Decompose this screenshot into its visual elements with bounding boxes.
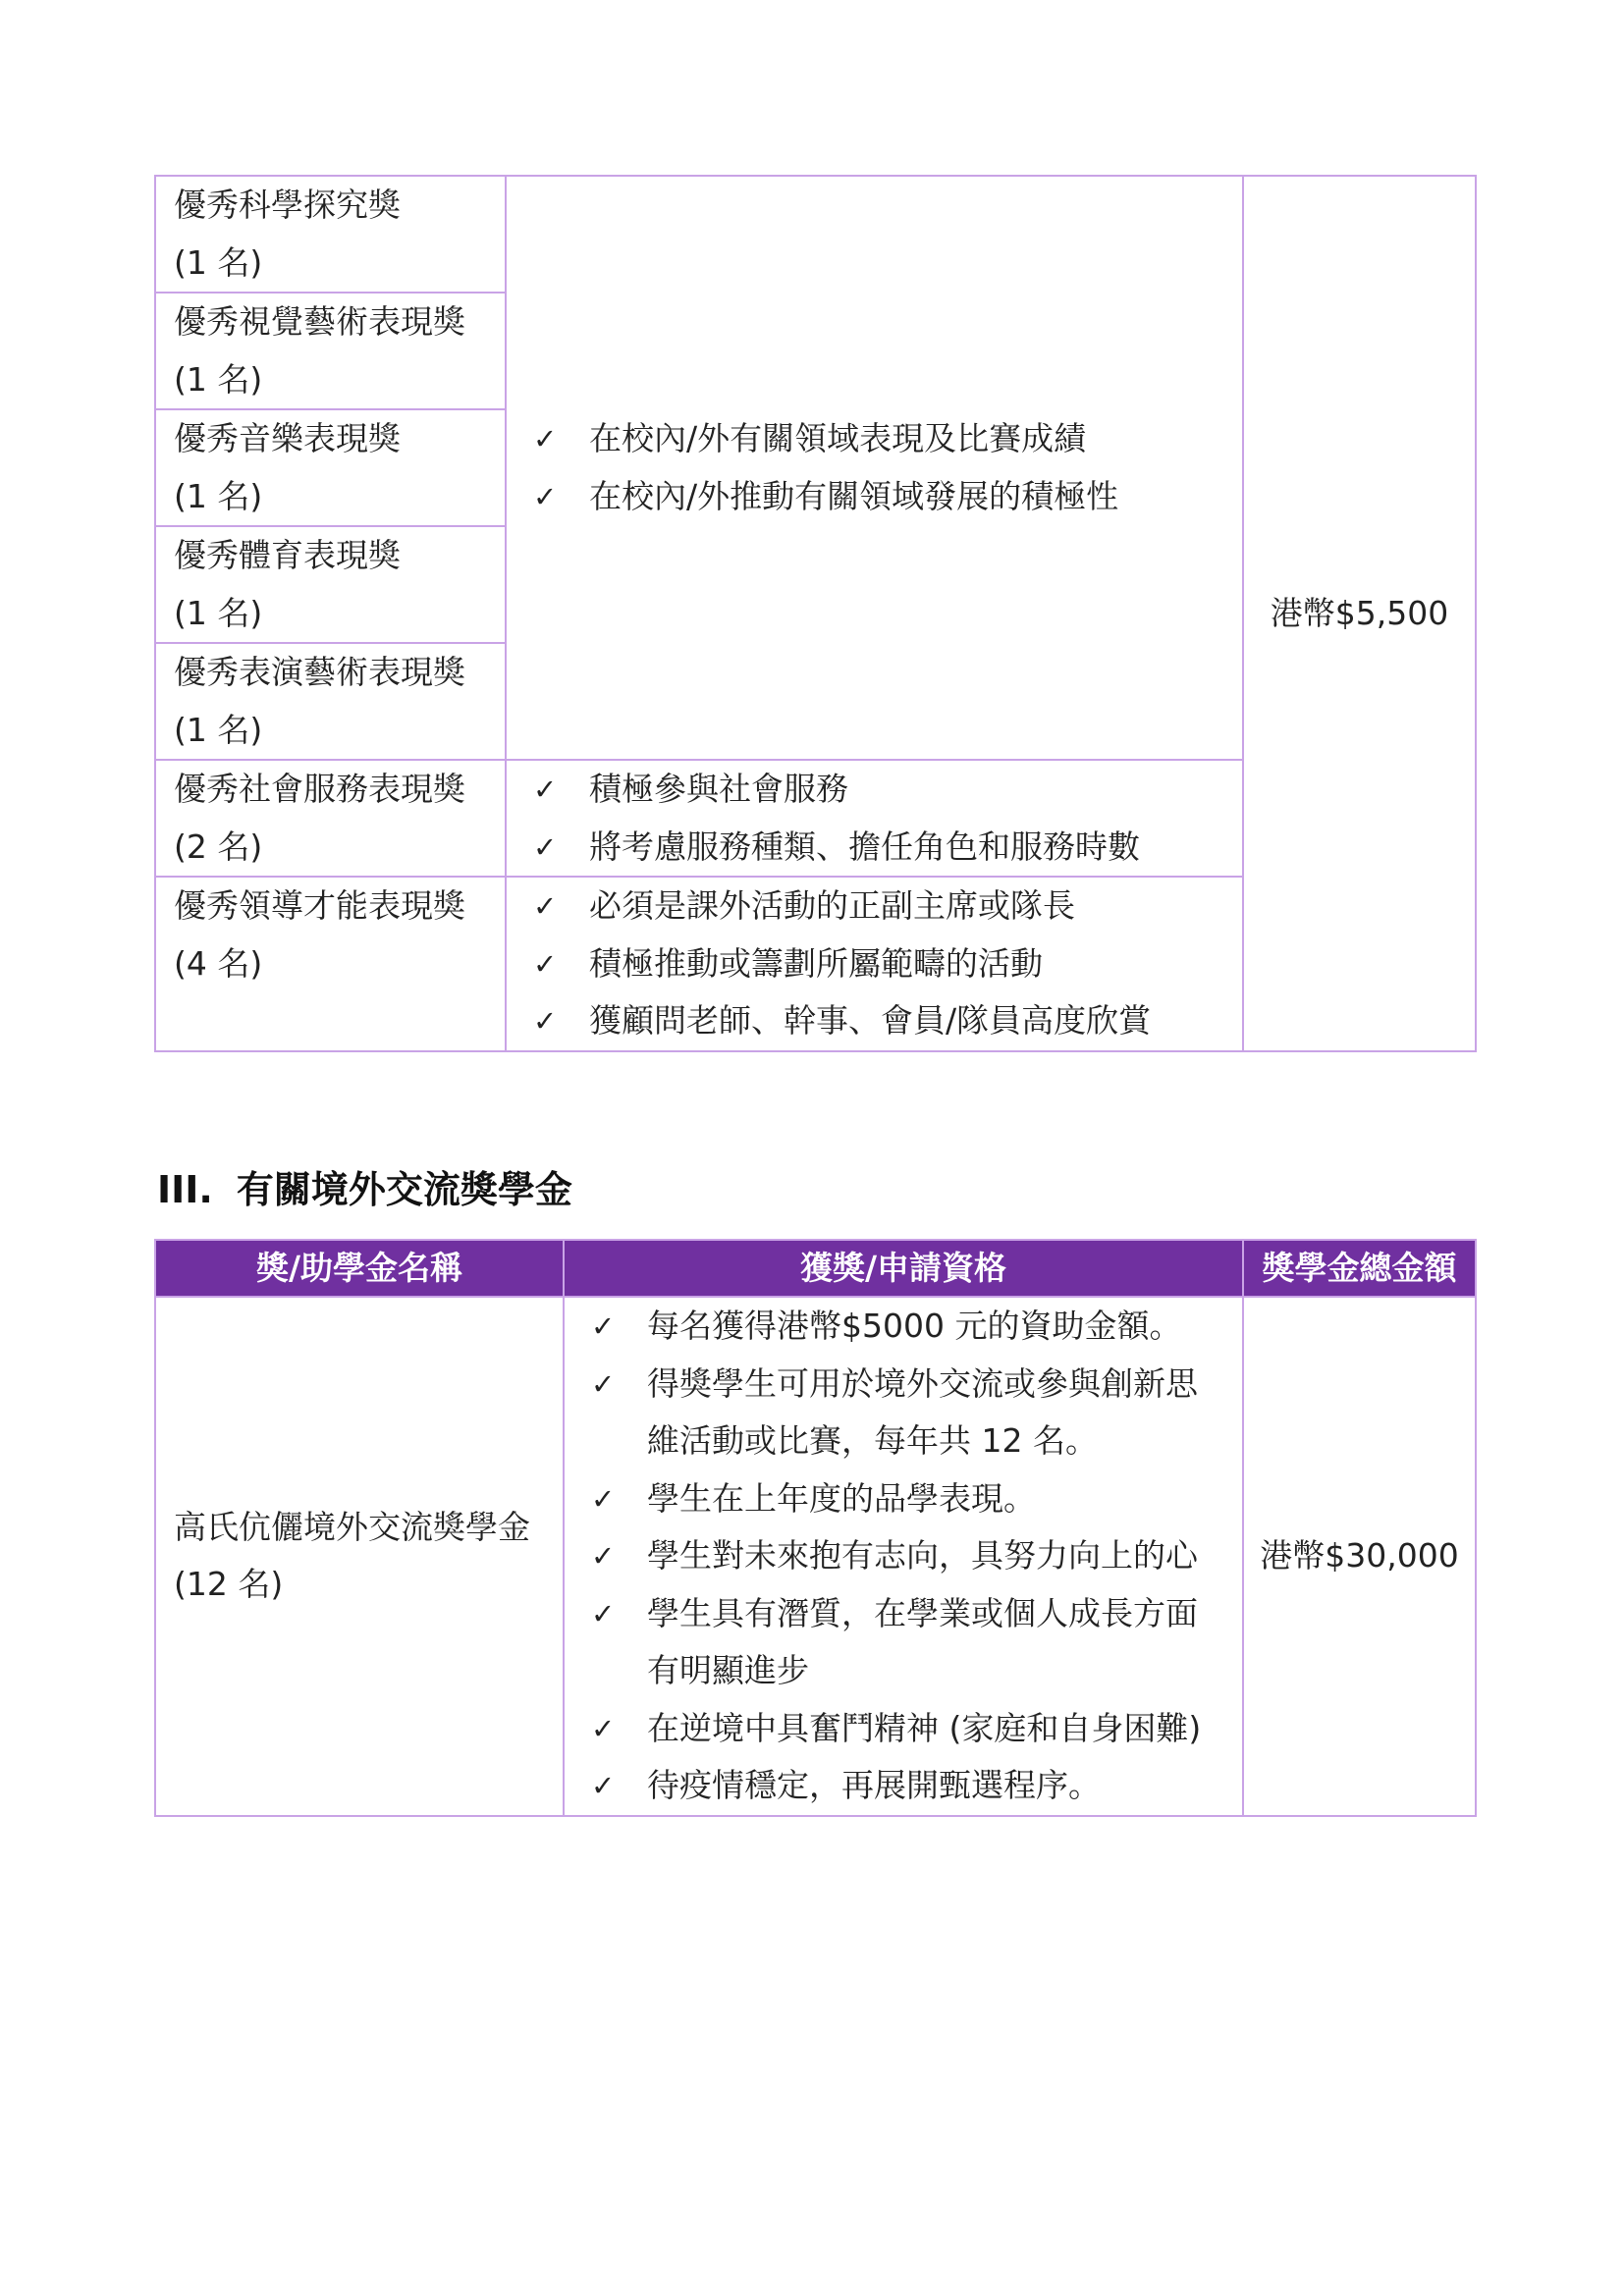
shared-criteria-cell: [506, 176, 1243, 760]
checkmark-icon: ✓: [533, 889, 558, 923]
list-item: [533, 935, 1242, 993]
social-service-criteria-cell: [506, 760, 1243, 877]
scholarship-criteria-cell: [564, 1297, 1243, 1816]
criteria-list: [565, 1298, 1242, 1815]
award-amount-cell: [1243, 176, 1476, 1051]
award-count: (1 名): [174, 359, 263, 399]
award-name-cell: [155, 176, 506, 293]
award-name-cell: [155, 526, 506, 643]
list-item: [533, 878, 1242, 935]
award-count: (1 名): [174, 593, 263, 632]
award-name: 優秀科學探究獎: [174, 186, 401, 224]
criteria-list: [507, 410, 1242, 525]
award-name: 優秀表演藝術表現獎: [174, 653, 465, 691]
scholarship-name: 高氏伉儷境外交流獎學金: [174, 1507, 530, 1546]
checkmark-icon: ✓: [591, 1539, 616, 1573]
award-count: (2 名): [174, 827, 263, 866]
list-item: [533, 410, 1242, 468]
award-name-cell: [155, 877, 506, 1051]
criterion-text: 積極推動或籌劃所屬範疇的活動: [589, 943, 1043, 983]
award-count: (1 名): [174, 710, 263, 749]
list-item: [533, 761, 1242, 819]
criterion-text: 獲顧問老師、幹事、會員/隊員高度欣賞: [589, 1001, 1152, 1040]
criterion-text: 在校內/外推動有關領域發展的積極性: [589, 476, 1119, 515]
scholarship-count: (12 名): [174, 1565, 284, 1604]
criterion-text: 將考慮服務種類、擔任角色和服務時數: [589, 827, 1140, 866]
section-title: 有關境外交流獎學金: [236, 1168, 572, 1211]
list-item: [591, 1585, 1242, 1700]
criterion-text: 待疫情穩定，再展開甄選程序。: [647, 1766, 1101, 1804]
list-item: [591, 1757, 1242, 1815]
award-name-cell: [155, 760, 506, 877]
column-header: 獎學金總金額: [1243, 1240, 1476, 1297]
exchange-scholarship-table: [154, 1239, 1477, 1817]
column-header: 獎/助學金名稱: [155, 1240, 564, 1297]
checkmark-icon: ✓: [591, 1309, 616, 1343]
table-header-row: [155, 1240, 1476, 1297]
checkmark-icon: ✓: [533, 946, 558, 981]
list-item: [591, 1356, 1242, 1470]
table-row: [155, 1297, 1476, 1816]
checkmark-icon: ✓: [533, 422, 558, 455]
criterion-text: 每名獲得港幣$5000 元的資助金額。: [647, 1307, 1182, 1345]
award-count: (1 名): [174, 476, 263, 515]
checkmark-icon: ✓: [533, 1004, 558, 1038]
checkmark-icon: ✓: [591, 1596, 616, 1630]
award-name: 優秀社會服務表現獎: [174, 770, 465, 808]
checkmark-icon: ✓: [591, 1481, 616, 1516]
checkmark-icon: ✓: [591, 1769, 616, 1802]
checkmark-icon: ✓: [591, 1366, 616, 1401]
award-name-cell: [155, 409, 506, 526]
criteria-list: [507, 878, 1242, 1050]
award-count: (4 名): [174, 943, 263, 983]
award-name-cell: [155, 293, 506, 409]
criterion-text: 必須是課外活動的正副主席或隊長: [589, 886, 1075, 925]
list-item: [533, 992, 1242, 1050]
list-item: [591, 1700, 1242, 1758]
section-number: III.: [157, 1168, 213, 1211]
awards-table: [154, 175, 1477, 1052]
scholarship-amount-cell: [1243, 1297, 1476, 1816]
award-name: 優秀音樂表現獎: [174, 419, 401, 457]
criterion-text: 在校內/外有關領域表現及比賽成績: [589, 419, 1087, 457]
checkmark-icon: ✓: [533, 773, 558, 806]
table-row: [155, 176, 1476, 293]
criterion-text: 積極參與社會服務: [589, 770, 848, 808]
column-header: 獲獎/申請資格: [564, 1240, 1243, 1297]
criterion-text: 在逆境中具奮鬥精神 (家庭和自身困難): [647, 1708, 1202, 1747]
checkmark-icon: ✓: [533, 479, 558, 513]
award-name: 優秀視覺藝術表現獎: [174, 302, 465, 341]
section-heading: [157, 1164, 572, 1215]
criterion-text: 學生對未來抱有志向，具努力向上的心: [647, 1536, 1198, 1575]
award-count: (1 名): [174, 242, 263, 282]
award-name: 優秀體育表現獎: [174, 536, 401, 574]
list-item: [591, 1470, 1242, 1528]
list-item: [591, 1298, 1242, 1356]
leadership-criteria-cell: [506, 877, 1243, 1051]
award-name: 優秀領導才能表現獎: [174, 886, 465, 925]
list-item: [591, 1527, 1242, 1585]
award-amount: 港幣$5,500: [1270, 593, 1449, 632]
checkmark-icon: ✓: [533, 829, 558, 864]
list-item: [533, 819, 1242, 877]
criteria-list: [507, 761, 1242, 876]
scholarship-name-cell: [155, 1297, 564, 1816]
checkmark-icon: ✓: [591, 1711, 616, 1745]
list-item: [533, 468, 1242, 526]
criterion-text: 得獎學生可用於境外交流或參與創新思維活動或比賽，每年共 12 名。: [647, 1363, 1198, 1460]
scholarship-amount: 港幣$30,000: [1260, 1536, 1459, 1575]
award-name-cell: [155, 643, 506, 760]
criterion-text: 學生具有潛質，在學業或個人成長方面有明顯進步: [647, 1593, 1198, 1689]
criterion-text: 學生在上年度的品學表現。: [647, 1478, 1036, 1518]
